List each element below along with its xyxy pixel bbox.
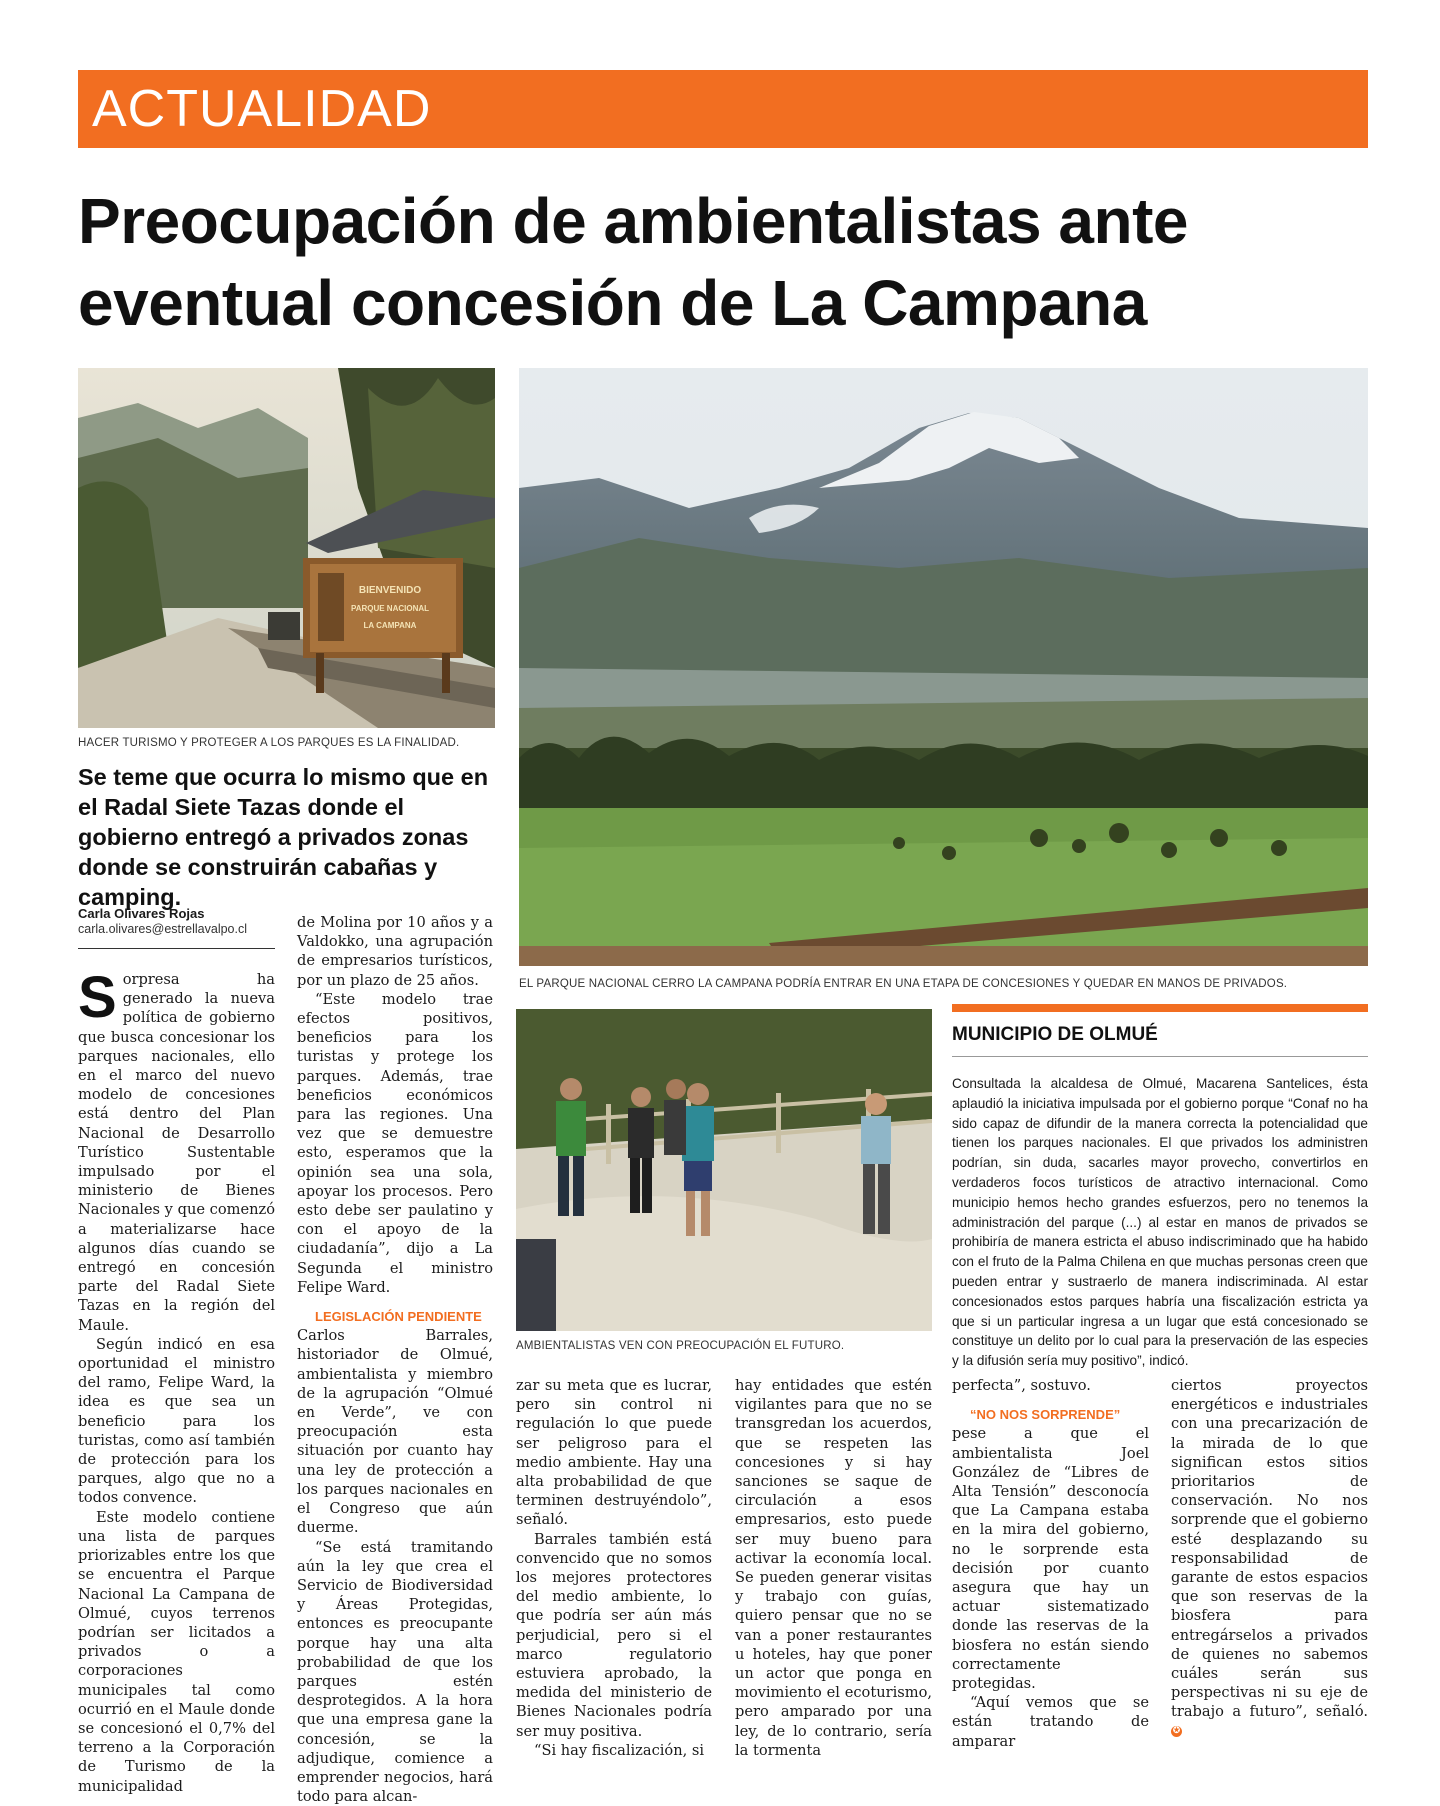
body-paragraph-15-text: ciertos proyectos energéticos e industriales con una precarización de la mirada de lo que significan estos sitios prioritarios de conservación. No nos sorprende que el gobierno esté desplazando su responsabilidad de garante de estos espacios que son reservas de la biosfera para entregárselos a privados de quienes no sabemos cuáles serán sus perspectivas ni su eje de trabajo a futuro”, señaló. bbox=[1171, 1377, 1368, 1720]
sign-line2: PARQUE NACIONAL bbox=[351, 604, 429, 613]
body-column-4 bbox=[735, 1376, 932, 1760]
sidebar-accent-bar bbox=[952, 1004, 1368, 1012]
body-paragraph-4: de Molina por 10 años y a Valdokko, una agrupación de empresarios turísticos, por un plazo de 25 años. bbox=[297, 913, 493, 990]
subhead-legislacion: LEGISLACIÓN PENDIENTE bbox=[297, 1307, 493, 1326]
byline-author: Carla Olivares Rojas bbox=[78, 906, 204, 921]
body-paragraph-14: “Aquí vemos que se están tratando de amparar bbox=[952, 1693, 1149, 1751]
body-column-2 bbox=[297, 913, 493, 1806]
body-column-1 bbox=[78, 970, 275, 1796]
sign-line3: LA CAMPANA bbox=[364, 621, 417, 630]
body-column-6 bbox=[1171, 1376, 1368, 1741]
body-column-3 bbox=[516, 1376, 712, 1760]
landscape-illustration bbox=[519, 368, 1368, 966]
drop-cap: S bbox=[78, 974, 117, 1022]
photo-la-campana-landscape bbox=[519, 368, 1368, 966]
body-paragraph-8: zar su meta que es lucrar, pero sin control ni regulación lo que puede ser peligroso para el medio ambiente. Hay una alta probabilidad de que terminen destruyéndolo”, señaló. bbox=[516, 1376, 712, 1530]
body-paragraph-7: “Se está tramitando aún la ley que crea el Servicio de Biodiversidad y Áreas Protegidas, entonces es preocupante porque hay una alta probabilidad de que los parques estén desprotegidos. A la hora que una empresa gane la concesión, se la adjudique, comience a emprender negocios, hará todo para alcan- bbox=[297, 1538, 493, 1806]
body-paragraph-9: Barrales también está convencido que no somos los mejores protectores del medio ambiente, lo que podría ser aún más perjudicial, pero si el marco regulatorio estuviera aprobado, la medida del ministerio de Bienes Nacionales podría ser muy positiva. bbox=[516, 1530, 712, 1741]
photo1-caption: HACER TURISMO Y PROTEGER A LOS PARQUES ES LA FINALIDAD. bbox=[78, 737, 459, 749]
byline-email[interactable]: carla.olivares@estrellavalpo.cl bbox=[78, 922, 247, 936]
byline-rule bbox=[78, 948, 275, 949]
lead-paragraph: Se teme que ocurra lo mismo que en el Radal Siete Tazas donde el gobierno entregó a privados zonas donde se construirán cabañas y camping. bbox=[78, 762, 498, 912]
end-mark-icon: ✪ bbox=[1171, 1726, 1182, 1737]
photo-hikers bbox=[516, 1009, 932, 1331]
sidebar-text: Consultada la alcaldesa de Olmué, Macarena Santelices, ésta aplaudió la iniciativa impulsada por el gobierno porque “Conaf no ha sido capaz de difundir de la manera correcta la potencialidad que tienen los parques nacionales. El que privados los administren podrían, sin duda, sacarles mayor provecho, convertirlos en verdaderos focos turísticos de atractivo internacional. Como municipio hemos hecho grandes esfuerzos, pero no tenemos la administración del parque (...) al estar en manos de privados se prohibiría de manera estricta el abuso indiscriminado que ha habido con el fruto de la Palma Chilena en que muchas personas creen que pueden entrar y sustraerlo de manera indiscriminada. Al estar concesionados estos parques habría una fiscalización estricta ya que si un particular ingresa a un lugar que está concesionado se constituye un delito por lo cual para la preservación de las especies y la difusión sería muy positivo”, indicó. bbox=[952, 1074, 1368, 1371]
body-paragraph-3: Este modelo contiene una lista de parques priorizables entre los que se encuentra el Parque Nacional La Campana de Olmué, cuyos terrenos podrían ser licitados a privados o a corporaciones municipales tal como ocurrió en el Maule donde se concesionó el 0,7% del terreno a la Corporación de Turismo de la municipalidad bbox=[78, 1508, 275, 1796]
section-label: ACTUALIDAD bbox=[92, 78, 431, 140]
body-paragraph-1 bbox=[78, 970, 275, 1335]
subhead-no-nos-sorprende: “NO NOS SORPRENDE” bbox=[952, 1405, 1149, 1424]
body-paragraph-15 bbox=[1171, 1376, 1368, 1741]
body-paragraph-10: “Si hay fiscalización, si bbox=[516, 1741, 712, 1760]
photo2-caption: EL PARQUE NACIONAL CERRO LA CAMPANA PODRÍA ENTRAR EN UNA ETAPA DE CONCESIONES Y QUEDAR EN MANOS DE PRIVADOS. bbox=[519, 978, 1287, 990]
sidebar-title: MUNICIPIO DE OLMUÉ bbox=[952, 1024, 1158, 1046]
body-paragraph-11: hay entidades que estén vigilantes para que no se transgredan los acuerdos, que se respeten las concesiones y si hay sanciones se saque de circulación a esos empresarios, esto puede ser muy bueno para activar la economía local. Se pueden generar visitas y trabajo con guías, quiero pensar que no se van a poner restaurantes u hoteles, hay que poner un actor que ponga en movimiento el ecoturismo, pero amparado por una ley, de lo contrario, sería la tormenta bbox=[735, 1376, 932, 1760]
headline: Preocupación de ambientalistas ante eventual concesión de La Campana bbox=[78, 180, 1378, 344]
hikers-illustration bbox=[516, 1009, 932, 1331]
body-paragraph-2: Según indicó en esa oportunidad el ministro del ramo, Felipe Ward, la idea es que sea un beneficio para los turistas, como así también de protección para los parques, algo que no a todos convence. bbox=[78, 1335, 275, 1508]
sidebar-title-rule bbox=[952, 1056, 1368, 1057]
photo-park-entrance bbox=[78, 368, 495, 728]
sign-line1: BIENVENIDO bbox=[359, 585, 421, 596]
body-paragraph-6: Carlos Barrales, historiador de Olmué, ambientalista y miembro de la agrupación “Olmué en Verde”, ve con preocupación esta situación por cuanto hay una ley de protección a los parques nacionales en el Congreso que aún duerme. bbox=[297, 1326, 493, 1537]
body-paragraph-5: “Este modelo trae efectos positivos, beneficios para los turistas y protege los parques. Además, trae beneficios económicos para las regiones. Una vez que se demuestre esto, esperamos que la opinión sea una sola, apoyar los procesos. Pero esto debe ser paulatino y con el apoyo de la ciudadanía”, dijo a La Segunda el ministro Felipe Ward. bbox=[297, 990, 493, 1297]
body-paragraph-13: pese a que el ambientalista Joel González de “Libres de Alta Tensión” desconocía que La Campana estaba en la mira del gobierno, no le sorprende esta decisión por cuanto asegura que hay un actuar sistematizado donde las reservas de la biosfera no están siendo correctamente protegidas. bbox=[952, 1424, 1149, 1693]
photo3-caption: AMBIENTALISTAS VEN CON PREOCUPACIÓN EL FUTURO. bbox=[516, 1340, 844, 1352]
body-column-5 bbox=[952, 1376, 1149, 1751]
section-bar bbox=[78, 70, 1368, 148]
park-entrance-illustration bbox=[78, 368, 495, 728]
body-paragraph-1-text: orpresa ha generado la nueva política de gobierno que busca concesionar los parques nacionales, ello en el marco del nuevo modelo de concesiones está dentro del Plan Nacional de Desarrollo Turístico Sustentable impulsado por el ministerio de Bienes Nacionales y que comenzó a materializarse hace algunos días cuando se entregó en concesión parte del Radal Siete Tazas en la región del Maule. bbox=[78, 971, 275, 1334]
body-paragraph-12: perfecta”, sostuvo. bbox=[952, 1376, 1149, 1395]
